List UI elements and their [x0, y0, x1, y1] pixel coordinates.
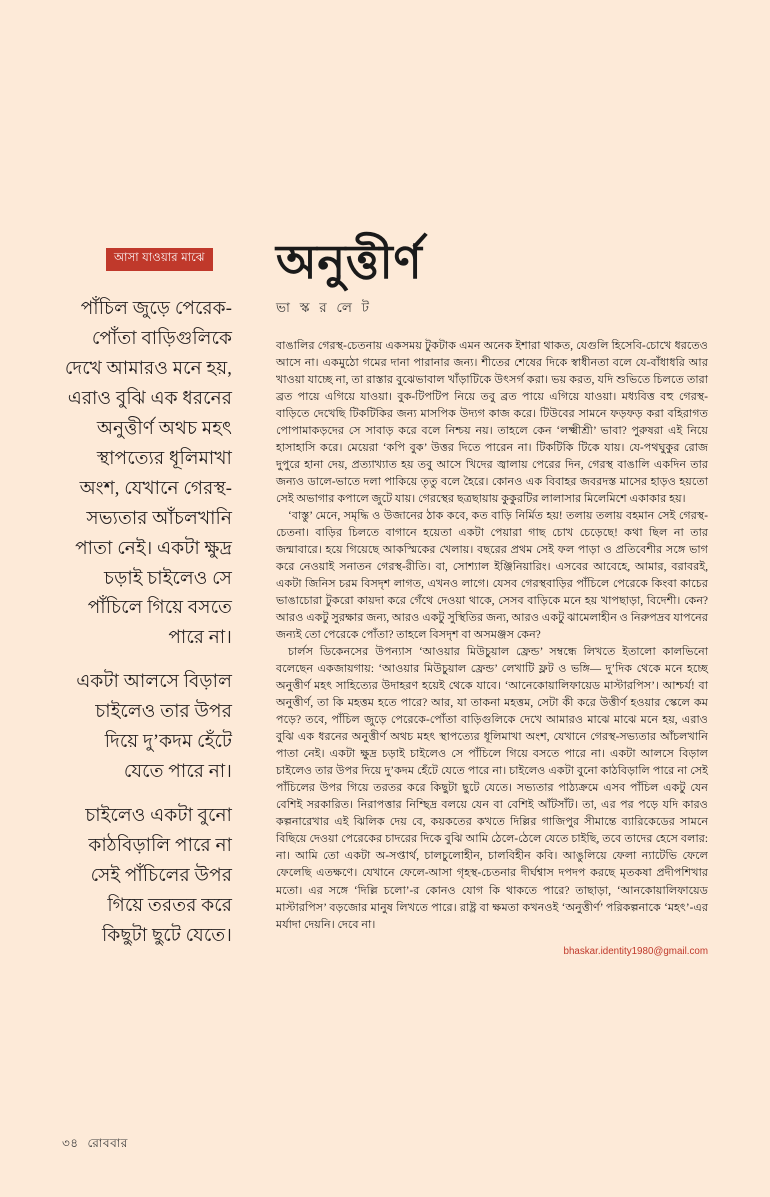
article-paragraph: বাঙালির গেরস্থ-চেতনায় একসময় টুকটাক এমন অনেক ইশারা থাকত, যেগুলি হিসেবি-চোখে ধরতেও আসে না। একমুঠো গমের দানা পারানার জন্য। শীতের শেষের দিকে স্বাধীনতা বলে যে-বাঁধাধরি আর খাওয়া যাচ্ছে না, তা রাস্তার বুঝেভাবাল খাঁড়াটিকে উৎসর্গ করা। ভয় করত, যদি শুভিতে চিলতে তারা ব্রত পায়ে এগিয়ে যাওয়া। বুক-টিপটিপ নিয়ে তবু ব্রত পায়ে এগিয়ে যাওয়া। মধ্যবিত্ত বহু গেরস্থ-বাড়িতে দেখেছি টিকটিকির জন্য মাসপিক উদ্যগ কাজ করে। টিউবের সামনে ফড়ফড় করা বহিরাগত পোপামাকড়দের সে সাবাড় করে বলে নিশ্চয় নয়। তাহলে কেন ‘লক্ষ্মীশ্রী’ ভাবা? পুরুষরা এই নিয়ে হাসাহাসি করে। মেয়েরা ‘কপি বুক’ উত্তর দিতে পারেন না। টিকটিকি টিকে যায়। যে-পথঘুকুর রোজ দুপুরে হানা দেয়, প্রত্যাখ্যাত হয় তবু আসে খিদের জ্বালায় পেরের দিন, গেরস্থ বাঙালি একদিন তার জন্যও ডালে-ভাতে দলা পাকিয়ে তৃতু বলে হৈরে। কোনও এক বিবাহর জবরদস্ত মাসের হাড়ও হয়তো সেই অভাগার কপালে জুটে যায়। গেরস্থের ছত্রছায়ায় কুকুরটির লালাসার মিলেমিশে একাকার হয়।	[276, 340, 708, 506]
pull-quote-stanza: চাইলেও একটা বুনো কাঠবিড়ালি পারে না সেই পাঁচিলের উপর গিয়ে তরতর করে কিছুটা ছুটে যেতে।	[85, 806, 232, 947]
left-column	[62, 248, 232, 952]
page-number: ৩৪	[62, 1136, 79, 1150]
publication-name: রোববার	[87, 1136, 128, 1150]
article-body	[276, 338, 708, 934]
section-kicker: আসা যাওয়ার মাঝে	[106, 248, 213, 271]
pull-quote-poem	[62, 295, 232, 952]
pull-quote-stanza: একটা আলসে বিড়াল চাইলেও তার উপর দিয়ে দু’কদম হেঁটে যেতে পারে না।	[76, 672, 232, 783]
page-title: অনুত্তীর্ণ	[276, 237, 423, 289]
right-column	[276, 237, 708, 957]
article-paragraph: ‘বাস্তু’ মেনে, সমৃদ্ধি ও উজানের ঠাক কবে, কত বাড়ি নির্মিত হয়! তলায় তলায় বহমান সেই গেরস্থ-চেতনা। বাড়ির চিলতে বাগানে হয়েতা একটা পেয়ারা গাছ চোখ চেড়েছে! কথা ছিল না তার জন্মাবারে। হয়ে গিয়েছে আকস্মিকের খেলায়। বছরের প্রথম সেই ফল পাড়া ও প্রতিবেশীর সঙ্গে ভাগ করে নেওয়াই সনাতন গেরস্থ-রীতি। বা, সোশ্যাল ইঞ্জিনিয়ারিং। এসবের আবেহে, আমার, বরাবরই, একটা জিনিস চরম বিসদৃশ লাগত, এখনও লাগে। যেসব গেরস্থবাড়ির পাঁচিলে পেরেকে কিংবা কাচের ভাঙাচোরা টুকরো কায়দা করে গেঁথে দেওয়া থাকে, সেসব বাড়িকে মনে হয় খাপছাড়া, বিদেশী। কেন? আরও একটু সুরক্ষার জন্য, আরও একটু সুস্থিতির জন্য, আরও একটু ঝামেলাহীন ও নিরুপদ্রব যাপনের জন্যই তো পেরেকে পোঁতা? তাহলে বিসদৃশ বা অসমঞ্জস কেন?	[276, 510, 708, 642]
article-paragraph: চার্লস ডিকেনসের উপন্যাস ‘আওয়ার মিউচুয়াল ফ্রেন্ড’ সম্বন্ধে লিখতে ইতালো কালভিনো বলেছেন একজায়গায়: ‘আওয়ার মিউচুয়াল ফ্রেন্ড’ লেখাটি ফ্লট ও ভঙ্গি— দু’দিক থেকে মনে হচ্ছে অনুত্তীর্ণ মহৎ সাহিত্যের উদাহরণ হয়েই থেকে যাবে। ‘আনেকোয়ালিফায়েড মাস্টারপিস’। আশ্চর্য! বা অনুত্তীর্ণ, তা কি মহত্তম হতে পারে? আর, যা তাকনা মহত্তম, সেটা কী করে উত্তীর্ণ হওয়ার স্কেলে কম পড়ে? তবে, পাঁচিল জুড়ে পেরেকে-পোঁতা বাড়িগুলিকে দেখে আমারও মাঝে মাঝে মনে হয়, এরাও বুঝি এক ধরনের অনুত্তীর্ণ অথচ মহৎ স্থাপত্যের ধূলিমাখা অংশ, যেখানে গেরস্থ-সভ্যতার আঁচলখানি পাতা নেই। একটা ক্ষুদ্র চড়াই চাইলেও সে পাঁচিলে গিয়ে বসতে পারে না। একটা আলসে বিড়াল চাইলেও তার উপর দিয়ে দু’কদম হেঁটে যেতে পারে না। চাইলেও একটা বুনো কাঠবিড়ালি পারে না সেই পাঁচিলের উপর গিয়ে তরতর করে কিছুটা ছুটে যেতে। সভ্যতার পাঠ্যক্রমে এসব পাঁচিল একটু যেন বেশিই সরকারিত। নিরাপত্তার নিশ্ছিদ্র বলয়ে যেন বা বেশিই আঁটসাঁট। তা, এর পর পড়ে যদি কারও কল্পনারেখার এই ঝিলিক দেয় বে, কয়কতের কখতে দিল্লির গাজিপুর সীমান্তে ব্যারিকেডের সামনে বিছিয়ে দেওয়া পেরেকের চাদরের দিকে বুঝি আমি ঠেলে-ঠেলে যেতে চাইছি, তবে তাদের হেসে বলার: না। আমি তো একটা অ-সপ্তার্থ, চালচুলোহীন, চালবিহীন কবি। আঙুলিয়ে ফেলা ন্যাটেভি ফেলে ফেলেছি এতক্ষণে। যেখানে ফেলে-আসা গৃহস্থ-চেতনার দীর্ঘশ্বাস দপদপ করছে মৃতকষা প্রদীপশিখার মতো। এর সঙ্গে ‘দিল্লি চলো’-র কোনও যোগ কি থাকতে পারে? তাছাড়া, ‘আনকোয়ালিফায়েড মাস্টারপিস’ বড়জোর মানুষ লিখতে পারে। রাষ্ট্র বা ক্ষমতা কখনওই ‘অনুত্তীর্ণ’ পরিকল্পনাকে ‘মহৎ’-এর মর্যাদা দেয়নি। দেবে না।	[276, 646, 708, 931]
pull-quote-stanza: পাঁচিল জুড়ে পেরেক-পোঁতা বাড়িগুলিকে দেখে আমারও মনে হয়, এরাও বুঝি এক ধরনের অনুত্তীর্ণ অথচ মহৎ স্থাপত্যের ধূলিমাখা অংশ, যেখানে গেরস্থ-সভ্যতার আঁচলখানি পাতা নেই। একটা ক্ষুদ্র চড়াই চাইলেও সে পাঁচিলে গিয়ে বসতে পারে না।	[64, 298, 232, 649]
page-footer	[62, 1135, 128, 1155]
author-byline: ভা স্ক র লে ট	[276, 300, 373, 315]
author-email[interactable]: bhaskar.identity1980@gmail.com	[563, 945, 708, 957]
